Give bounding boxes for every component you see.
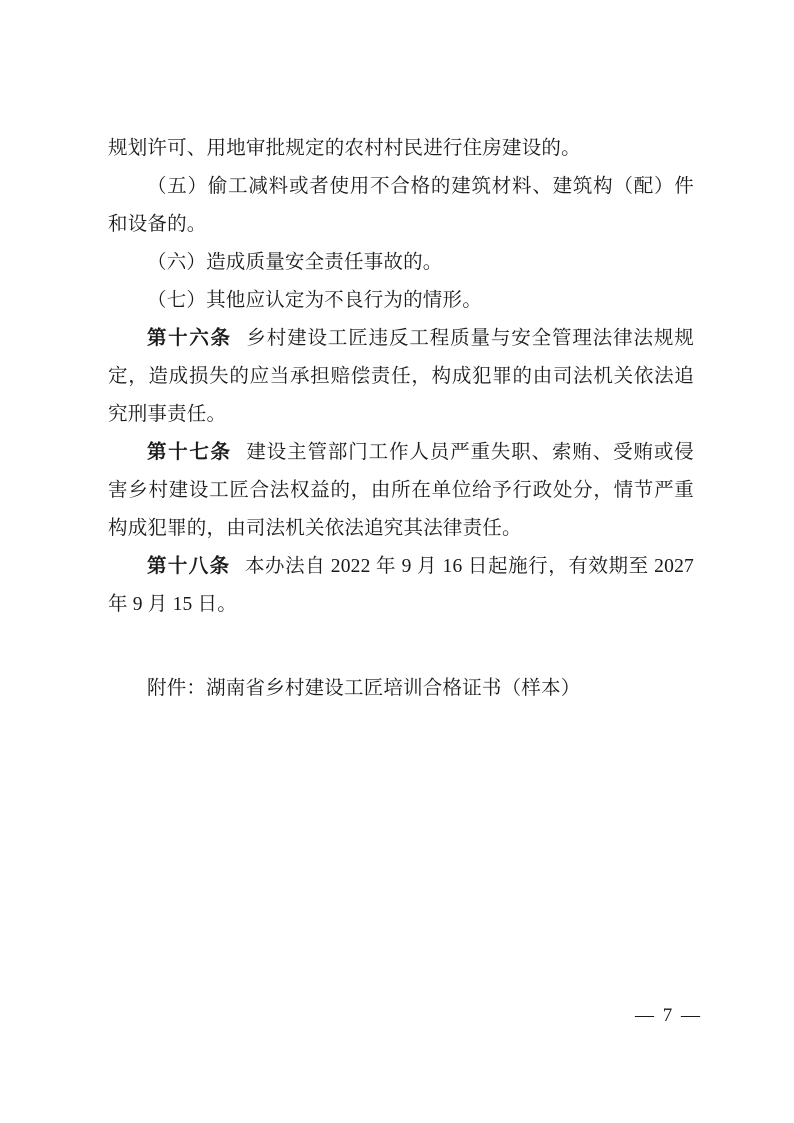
paragraph-item-six: （六）造成质量安全责任事故的。 bbox=[147, 252, 443, 273]
attachment-line: 附件：湖南省乡村建设工匠培训合格证书（样本） bbox=[147, 678, 581, 699]
paragraph-item-seven: （七）其他应认定为不良行为的情形。 bbox=[147, 290, 482, 311]
article-16-text: 乡村建设工匠违反工程质量与安全管理法律法规规定，造成损失的应当承担赔偿责任，构成犯罪的由司法机关依法追究刑事责任。 bbox=[108, 328, 694, 425]
paragraph-item-five: （五）偷工减料或者使用不合格的建筑材料、建筑构（配）件和设备的。 bbox=[108, 176, 694, 235]
article-16 bbox=[108, 320, 694, 434]
article-16-label: 第十六条 bbox=[147, 328, 232, 349]
paragraph-continued-clause: 规划许可、用地审批规定的农村村民进行住房建设的。 bbox=[108, 138, 581, 159]
article-18 bbox=[108, 548, 694, 624]
page-number: — 7 — bbox=[635, 1005, 702, 1026]
article-17 bbox=[108, 434, 694, 548]
article-17-label: 第十七条 bbox=[147, 442, 232, 463]
document-body bbox=[108, 130, 694, 708]
article-18-label: 第十八条 bbox=[147, 556, 231, 577]
article-17-text: 建设主管部门工作人员严重失职、索贿、受贿或侵害乡村建设工匠合法权益的，由所在单位给予行政处分，情节严重构成犯罪的，由司法机关依法追究其法律责任。 bbox=[108, 442, 694, 539]
article-18-text: 本办法自 2022 年 9 月 16 日起施行，有效期至 2027 年 9 月 15 日。 bbox=[108, 556, 694, 615]
